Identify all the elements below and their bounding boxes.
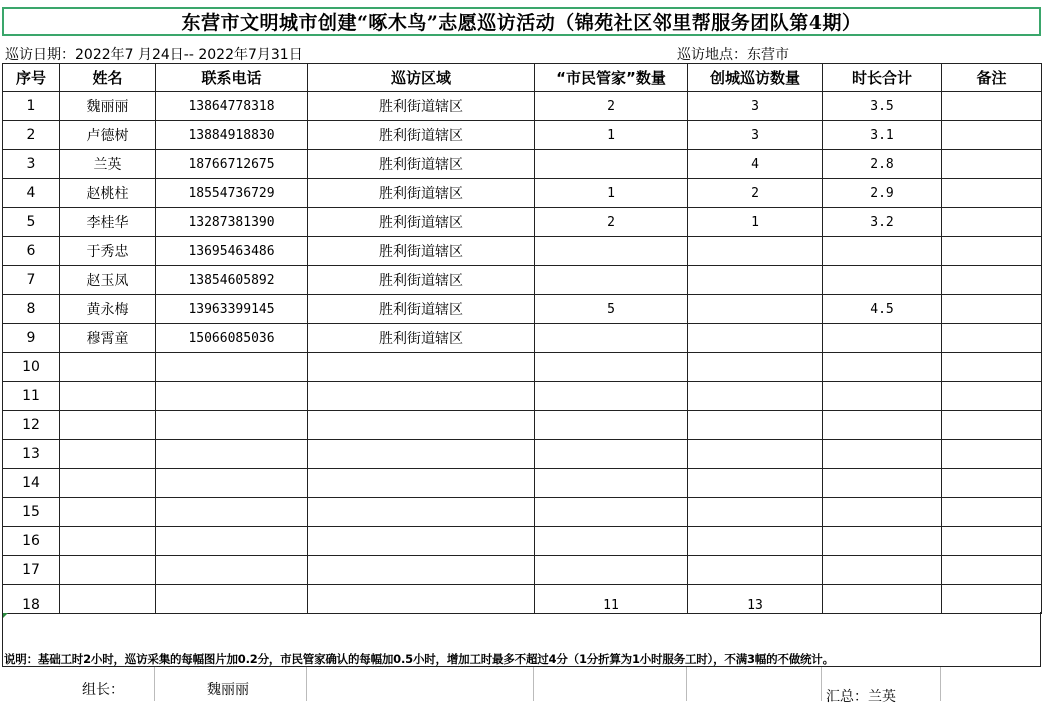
cell-hours[interactable]: 3.2 [823,208,942,237]
cell-name[interactable] [60,556,156,585]
cell-area[interactable]: 胜利街道辖区 [308,179,535,208]
cell-remark[interactable] [942,121,1042,150]
cell-remark[interactable] [942,556,1042,585]
cell-name[interactable] [60,469,156,498]
sheet-title: 东营市文明城市创建“啄木鸟”志愿巡访活动（锦苑社区邻里帮服务团队第4期） [2,7,1041,36]
table-row [3,527,1042,556]
cell-phone[interactable] [156,527,308,556]
cell-name[interactable]: 魏丽丽 [60,92,156,121]
cell-remark[interactable] [942,353,1042,382]
gridline [821,667,822,701]
cell-remark[interactable] [942,179,1042,208]
cell-phone[interactable]: 18554736729 [156,179,308,208]
cell-steward-count[interactable] [535,150,688,179]
cell-row-index[interactable]: 15 [3,498,60,527]
cell-name[interactable] [60,382,156,411]
cell-row-index[interactable]: 8 [3,295,60,324]
cell-hours[interactable] [823,469,942,498]
cell-row-index[interactable]: 17 [3,556,60,585]
leader-name: 魏丽丽 [207,682,249,698]
cell-row-index[interactable]: 13 [3,440,60,469]
cell-name[interactable]: 卢德树 [60,121,156,150]
cell-remark[interactable] [942,382,1042,411]
cell-name[interactable] [60,440,156,469]
cell-name[interactable] [60,585,156,614]
cell-phone[interactable]: 13287381390 [156,208,308,237]
cell-area[interactable]: 胜利街道辖区 [308,150,535,179]
cell-hours[interactable] [823,440,942,469]
cell-remark[interactable] [942,585,1042,614]
cell-row-index[interactable]: 6 [3,237,60,266]
cell-hours[interactable]: 3.5 [823,92,942,121]
volunteer-table [2,63,1042,614]
cell-row-index[interactable]: 1 [3,92,60,121]
cell-remark[interactable] [942,440,1042,469]
cell-patrol-count[interactable] [688,556,823,585]
cell-area[interactable] [308,469,535,498]
table-row [3,179,1042,208]
cell-row-index[interactable]: 10 [3,353,60,382]
cell-phone[interactable]: 13864778318 [156,92,308,121]
cell-row-index[interactable]: 16 [3,527,60,556]
cell-hours[interactable] [823,353,942,382]
cell-name[interactable]: 赵玉凤 [60,266,156,295]
cell-hours[interactable] [823,382,942,411]
cell-hours[interactable] [823,324,942,353]
cell-row-index[interactable]: 4 [3,179,60,208]
cell-row-index[interactable]: 14 [3,469,60,498]
cell-name[interactable]: 穆霄童 [60,324,156,353]
visit-place: 巡访地点：东营市 [677,47,789,63]
table-row [3,295,1042,324]
cell-area[interactable] [308,585,535,614]
column-header-strip [0,0,1043,6]
cell-steward-count[interactable] [535,237,688,266]
header-cell[interactable]: 时长合计 [823,64,942,92]
cell-hours[interactable]: 2.8 [823,150,942,179]
cell-steward-count[interactable]: 2 [535,92,688,121]
table-row [3,382,1042,411]
cell-hours[interactable] [823,266,942,295]
cell-steward-count[interactable] [535,498,688,527]
cell-name[interactable] [60,411,156,440]
cell-hours[interactable] [823,556,942,585]
header-row [3,64,1042,92]
table-row [3,498,1042,527]
cell-remark[interactable] [942,150,1042,179]
table-row [3,556,1042,585]
cell-area[interactable]: 胜利街道辖区 [308,208,535,237]
cell-patrol-count[interactable] [688,324,823,353]
cell-phone[interactable] [156,440,308,469]
cell-name[interactable] [60,498,156,527]
cell-steward-count[interactable] [535,266,688,295]
cell-phone[interactable] [156,411,308,440]
cell-patrol-count[interactable] [688,382,823,411]
table-row [3,208,1042,237]
cell-steward-count[interactable]: 5 [535,295,688,324]
cell-patrol-count[interactable] [688,411,823,440]
cell-area[interactable]: 胜利街道辖区 [308,237,535,266]
cell-patrol-count[interactable] [688,469,823,498]
cell-row-index[interactable]: 11 [3,382,60,411]
note-text: 说明：基础工时2小时，巡访采集的每幅图片加0.2分，市民管家确认的每幅加0.5小时，增加工时最多不超过4分（1分折算为1小时服务工时），不满3幅的不做统计。 [4,652,834,666]
cell-patrol-count[interactable] [688,498,823,527]
cell-steward-count[interactable] [535,440,688,469]
cell-hours[interactable]: 2.9 [823,179,942,208]
cell-row-index[interactable]: 2 [3,121,60,150]
cell-area[interactable] [308,382,535,411]
table-row [3,121,1042,150]
cell-area[interactable] [308,353,535,382]
cell-marker-icon [3,613,8,618]
cell-hours[interactable] [823,237,942,266]
cell-patrol-count[interactable]: 1 [688,208,823,237]
cell-row-index[interactable]: 12 [3,411,60,440]
table-row [3,150,1042,179]
gridline [154,667,155,701]
cell-row-index[interactable]: 7 [3,266,60,295]
cell-steward-count[interactable]: 1 [535,179,688,208]
cell-area[interactable]: 胜利街道辖区 [308,324,535,353]
cell-steward-count[interactable]: 1 [535,121,688,150]
header-cell[interactable]: 创城巡访数量 [688,64,823,92]
cell-steward-count[interactable]: 2 [535,208,688,237]
cell-name[interactable]: 赵桃柱 [60,179,156,208]
cell-area[interactable] [308,411,535,440]
cell-name[interactable]: 于秀忠 [60,237,156,266]
cell-hours[interactable]: 4.5 [823,295,942,324]
cell-steward-count[interactable] [535,353,688,382]
cell-hours[interactable] [823,498,942,527]
cell-remark[interactable] [942,469,1042,498]
cell-patrol-count[interactable]: 4 [688,150,823,179]
cell-phone[interactable]: 13884918830 [156,121,308,150]
cell-remark[interactable] [942,411,1042,440]
cell-phone[interactable]: 13695463486 [156,237,308,266]
cell-remark[interactable] [942,527,1042,556]
cell-remark[interactable] [942,208,1042,237]
cell-patrol-count[interactable]: 3 [688,121,823,150]
cell-area[interactable]: 胜利街道辖区 [308,121,535,150]
cell-phone[interactable]: 15066085036 [156,324,308,353]
cell-phone[interactable]: 18766712675 [156,150,308,179]
table-row [3,324,1042,353]
cell-phone[interactable] [156,469,308,498]
cell-steward-count[interactable] [535,382,688,411]
cell-name[interactable] [60,527,156,556]
table-row [3,92,1042,121]
header-cell[interactable]: 备注 [942,64,1042,92]
cell-name[interactable]: 李桂华 [60,208,156,237]
cell-steward-count[interactable] [535,527,688,556]
table-row [3,266,1042,295]
cell-phone[interactable] [156,556,308,585]
cell-phone[interactable]: 13963399145 [156,295,308,324]
header-cell[interactable]: 序号 [3,64,60,92]
cell-area[interactable] [308,440,535,469]
table-row [3,585,1042,614]
cell-steward-count[interactable]: 11 [535,585,688,614]
cell-remark[interactable] [942,324,1042,353]
cell-row-index[interactable]: 5 [3,208,60,237]
cell-patrol-count[interactable] [688,266,823,295]
gridline [686,667,687,701]
cell-area[interactable] [308,556,535,585]
table-row [3,469,1042,498]
cell-phone[interactable] [156,585,308,614]
cell-steward-count[interactable] [535,411,688,440]
cell-patrol-count[interactable] [688,440,823,469]
gridline [306,667,307,701]
cell-phone[interactable] [156,382,308,411]
cell-area[interactable]: 胜利街道辖区 [308,92,535,121]
cell-remark[interactable] [942,266,1042,295]
cell-patrol-count[interactable] [688,237,823,266]
header-cell[interactable]: 巡访区域 [308,64,535,92]
cell-name[interactable]: 黄永梅 [60,295,156,324]
cell-steward-count[interactable] [535,556,688,585]
cell-name[interactable] [60,353,156,382]
cell-steward-count[interactable] [535,469,688,498]
cell-phone[interactable] [156,353,308,382]
table-row [3,411,1042,440]
cell-phone[interactable]: 13854605892 [156,266,308,295]
gridline [533,667,534,701]
header-cell[interactable]: 姓名 [60,64,156,92]
cell-hours[interactable]: 3.1 [823,121,942,150]
cell-remark[interactable] [942,92,1042,121]
cell-row-index[interactable]: 18 [3,585,60,614]
header-cell[interactable]: 联系电话 [156,64,308,92]
cell-hours[interactable] [823,527,942,556]
cell-area[interactable]: 胜利街道辖区 [308,295,535,324]
cell-row-index[interactable]: 9 [3,324,60,353]
header-cell[interactable]: “市民管家”数量 [535,64,688,92]
cell-patrol-count[interactable] [688,295,823,324]
cell-remark[interactable] [942,498,1042,527]
gridline [940,667,941,701]
cell-area[interactable] [308,527,535,556]
summary-label: 汇总：兰英 [826,689,896,705]
leader-label: 组长： [82,682,124,698]
cell-phone[interactable] [156,498,308,527]
cell-area[interactable]: 胜利街道辖区 [308,266,535,295]
table-row [3,353,1042,382]
cell-steward-count[interactable] [535,324,688,353]
visit-date: 巡访日期：2022年7 月24日-- 2022年7月31日 [5,47,303,63]
cell-remark[interactable] [942,295,1042,324]
cell-hours[interactable] [823,585,942,614]
cell-patrol-count[interactable]: 13 [688,585,823,614]
cell-area[interactable] [308,498,535,527]
cell-remark[interactable] [942,237,1042,266]
table-row [3,440,1042,469]
cell-row-index[interactable]: 3 [3,150,60,179]
cell-patrol-count[interactable]: 3 [688,92,823,121]
cell-name[interactable]: 兰英 [60,150,156,179]
cell-patrol-count[interactable]: 2 [688,179,823,208]
table-row [3,237,1042,266]
cell-patrol-count[interactable] [688,353,823,382]
cell-hours[interactable] [823,411,942,440]
cell-patrol-count[interactable] [688,527,823,556]
